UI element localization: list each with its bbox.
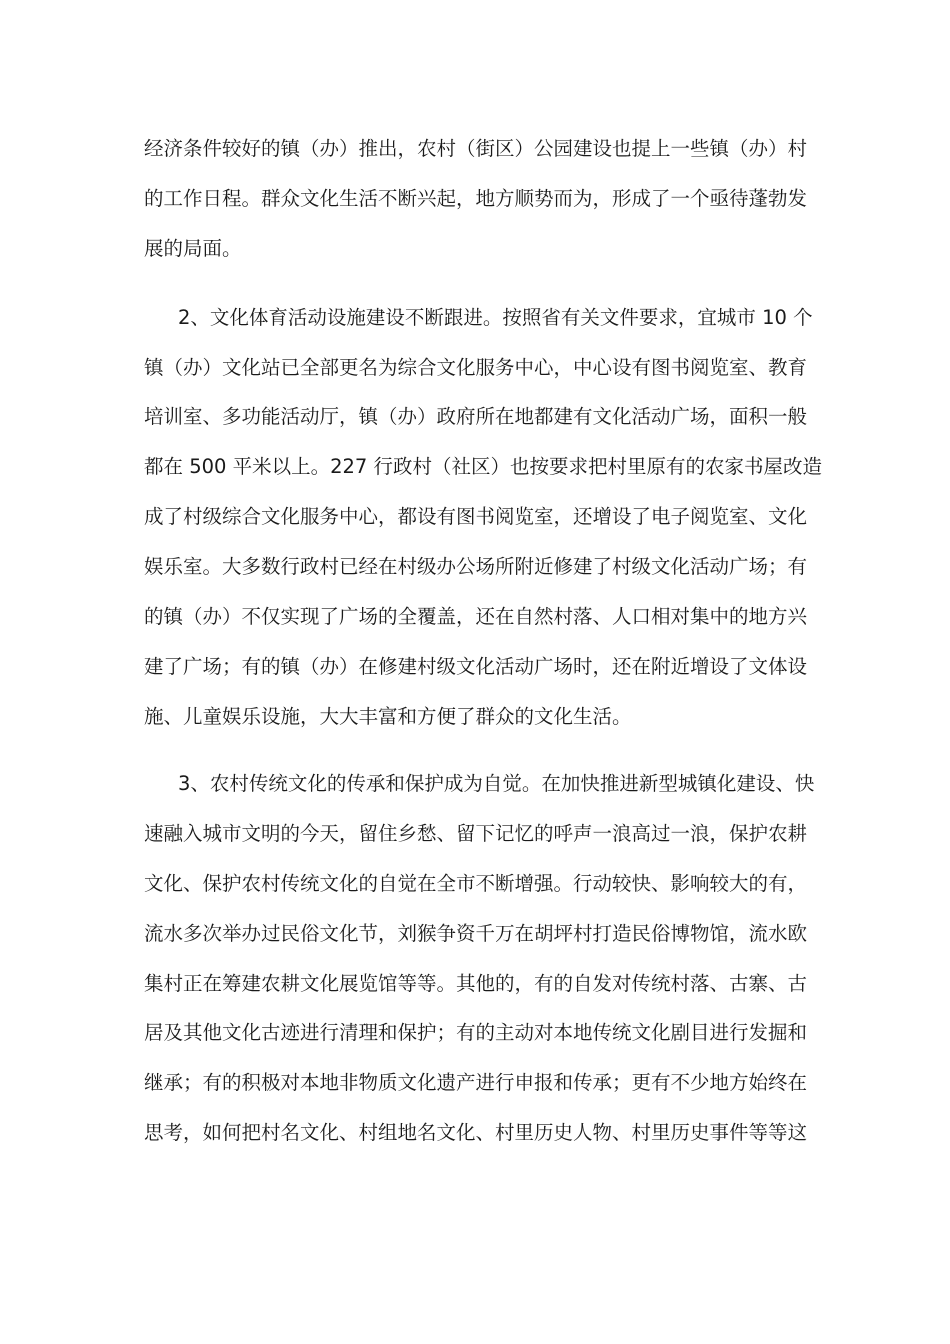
paragraph-3-line-3: 文化、保护农村传统文化的自觉在全市不断增强。行动较快、影响较大的有， bbox=[144, 872, 808, 895]
paragraph-2-line-7: 的镇（办）不仅实现了广场的全覆盖，还在自然村落、人口相对集中的地方兴 bbox=[144, 605, 808, 628]
paragraph-1-line-1: 经济条件较好的镇（办）推出，农村（街区）公园建设也提上一些镇（办）村 bbox=[144, 137, 808, 160]
paragraph-1-line-3: 展的局面。 bbox=[144, 237, 242, 260]
paragraph-3-line-5: 集村正在筹建农耕文化展览馆等等。其他的，有的自发对传统村落、古寨、古 bbox=[144, 972, 808, 995]
paragraph-3-line-1: 3、农村传统文化的传承和保护成为自觉。在加快推进新型城镇化建设、快 bbox=[178, 772, 815, 795]
paragraph-2-line-3: 培训室、多功能活动厅，镇（办）政府所在地都建有文化活动广场，面积一般 bbox=[144, 405, 808, 428]
paragraph-3-line-4: 流水多次举办过民俗文化节，刘猴争资千万在胡坪村打造民俗博物馆，流水欧 bbox=[144, 922, 808, 945]
paragraph-2-line-4: 都在 500 平米以上。227 行政村（社区）也按要求把村里原有的农家书屋改造 bbox=[144, 455, 823, 478]
paragraph-2-line-6: 娱乐室。大多数行政村已经在村级办公场所附近修建了村级文化活动广场；有 bbox=[144, 555, 808, 578]
paragraph-1-line-2: 的工作日程。群众文化生活不断兴起，地方顺势而为，形成了一个亟待蓬勃发 bbox=[144, 187, 808, 210]
paragraph-2-line-9: 施、儿童娱乐设施，大大丰富和方便了群众的文化生活。 bbox=[144, 705, 632, 728]
paragraph-2-line-5: 成了村级综合文化服务中心，都设有图书阅览室，还增设了电子阅览室、文化 bbox=[144, 505, 808, 528]
paragraph-3-line-6: 居及其他文化古迹进行清理和保护；有的主动对本地传统文化剧目进行发掘和 bbox=[144, 1021, 808, 1044]
paragraph-2-line-1: 2、文化体育活动设施建设不断跟进。按照省有关文件要求，宜城市 10 个 bbox=[178, 306, 813, 329]
paragraph-2-line-2: 镇（办）文化站已全部更名为综合文化服务中心，中心设有图书阅览室、教育 bbox=[144, 356, 808, 379]
paragraph-2-line-8: 建了广场；有的镇（办）在修建村级文化活动广场时，还在附近增设了文体设 bbox=[144, 655, 808, 678]
paragraph-3-line-7: 继承；有的积极对本地非物质文化遗产进行申报和传承；更有不少地方始终在 bbox=[144, 1071, 808, 1094]
paragraph-3-line-2: 速融入城市文明的今天，留住乡愁、留下记忆的呼声一浪高过一浪，保护农耕 bbox=[144, 822, 808, 845]
paragraph-3-line-8: 思考，如何把村名文化、村组地名文化、村里历史人物、村里历史事件等等这 bbox=[144, 1121, 808, 1144]
